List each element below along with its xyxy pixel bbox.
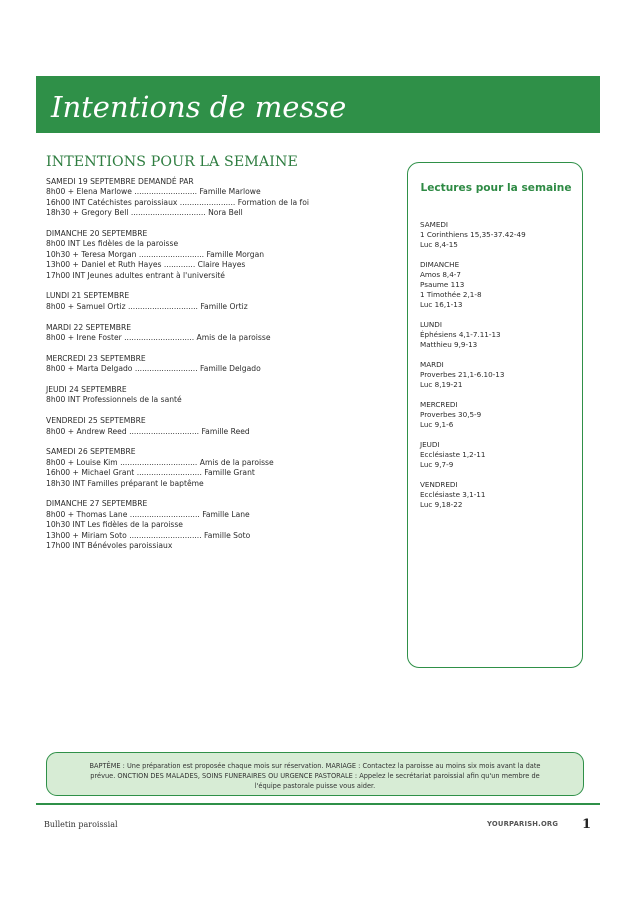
day-heading: SAMEDI 19 SEPTEMBRE DEMANDÉ PAR	[46, 177, 194, 186]
reading-day	[420, 360, 526, 390]
day-heading: DIMANCHE	[420, 260, 460, 269]
entry-line: Matthieu 9,9-13	[420, 340, 478, 349]
entry-line: Amos 8,4-7	[420, 270, 461, 279]
readings-panel	[407, 162, 583, 668]
day-heading: MARDI	[420, 360, 444, 369]
intention-day	[46, 177, 396, 219]
day-heading: LUNDI 21 SEPTEMBRE	[46, 291, 130, 301]
day-heading: VENDREDI 25 SEPTEMBRE	[46, 416, 146, 426]
day-heading: DIMANCHE 20 SEPTEMBRE	[46, 229, 148, 239]
entry-line: 10h30 INT Les fidèles de la paroisse	[46, 520, 183, 530]
intention-day	[46, 323, 396, 344]
page-number: 1	[582, 817, 592, 832]
readings-title: Lectures pour la semaine	[420, 182, 572, 194]
entry-line: Luc 9,7-9	[420, 460, 454, 469]
entry-line: Psaume 113	[420, 280, 465, 289]
day-heading: LUNDI	[420, 320, 442, 329]
entry-line: Luc 9,1-6	[420, 420, 454, 429]
footer-url: YOURPARISH.ORG	[487, 820, 559, 828]
entry-line: 8h00 + Marta Delgado .......................... Famille Delgado	[46, 364, 261, 374]
entry-line: 16h00 + Michael Grant ........................... Famille Grant	[46, 468, 255, 478]
entry-line: Proverbes 21,1-6.10-13	[420, 370, 505, 379]
day-heading: JEUDI 24 SEPTEMBRE	[46, 385, 127, 395]
reading-day	[420, 440, 526, 470]
day-heading: MERCREDI	[420, 400, 458, 409]
entry-line: Luc 16,1-13	[420, 300, 463, 309]
entry-line: 8h00 INT Les fidèles de la paroisse	[46, 239, 179, 249]
entry-line: 8h00 + Louise Kim ................................ Amis de la paroisse	[46, 457, 274, 467]
day-heading: SAMEDI 26 SEPTEMBRE	[46, 447, 136, 457]
day-heading: MARDI 22 SEPTEMBRE	[46, 322, 132, 332]
entry-line: Éphésiens 4,1-7.11-13	[420, 330, 501, 339]
entry-line: 16h00 INT Catéchistes paroissiaux ....................... Formation de la foi	[46, 197, 309, 207]
entry-line: 8h00 + Thomas Lane ............................. Famille Lane	[46, 509, 250, 519]
entry-line: 1 Corinthiens 15,35-37.42-49	[420, 230, 526, 239]
entry-line: 18h30 + Gregory Bell ............................... Nora Bell	[46, 208, 243, 218]
title-banner	[36, 76, 600, 133]
sacraments-notice	[46, 752, 584, 796]
entry-line: Proverbes 30,5-9	[420, 410, 482, 419]
entry-line: Ecclésiaste 1,2-11	[420, 450, 486, 459]
entry-line: 18h30 INT Familles préparant le baptême	[46, 478, 204, 488]
entry-line: 17h00 INT Jeunes adultes entrant à l'université	[46, 270, 225, 280]
day-heading: SAMEDI	[420, 220, 449, 229]
footer-label: Bulletin paroissial	[44, 820, 118, 829]
notice-text: BAPTÊME : Une préparation est proposée chaque mois sur réservation. MARIAGE : Contactez la paroisse au moins six mois avant la date prévue. ONCTION DES MALADES, SOINS FUNERAIRES OU URGENCE PASTORALE : Appelez le secrétariat paroissial afin qu'un membre de l'équipe pastorale puisse vous aider.	[89, 762, 541, 790]
entry-line: 13h00 + Miriam Soto .............................. Famille Soto	[46, 530, 251, 540]
entry-line: 8h00 + Andrew Reed ............................. Famille Reed	[46, 426, 250, 436]
entry-line: Luc 8,19-21	[420, 380, 463, 389]
intention-day	[46, 499, 396, 551]
intention-day	[46, 291, 396, 312]
reading-day	[420, 220, 526, 250]
footer-divider	[36, 803, 600, 805]
day-heading: JEUDI	[420, 440, 440, 449]
intentions-heading: INTENTIONS POUR LA SEMAINE	[46, 154, 298, 170]
intention-day	[46, 229, 396, 281]
entry-line: 1 Timothée 2,1-8	[420, 290, 482, 299]
intention-day	[46, 385, 396, 406]
reading-day	[420, 260, 526, 310]
reading-day	[420, 480, 526, 510]
intention-day	[46, 354, 396, 375]
reading-day	[420, 320, 526, 350]
intentions-list	[46, 177, 396, 562]
page-title: Intentions de messe	[51, 90, 347, 124]
entry-line: Ecclésiaste 3,1-11	[420, 490, 486, 499]
entry-line: 10h30 + Teresa Morgan ........................... Famille Morgan	[46, 249, 265, 259]
intention-day	[46, 416, 396, 437]
intention-day	[46, 447, 396, 489]
readings-list	[420, 220, 526, 520]
entry-line: 8h00 INT Professionnels de la santé	[46, 395, 182, 405]
entry-line: Luc 8,4-15	[420, 240, 458, 249]
day-heading: MERCREDI 23 SEPTEMBRE	[46, 353, 146, 363]
entry-line: 13h00 + Daniel et Ruth Hayes ............. Claire Hayes	[46, 260, 246, 270]
entry-line: 8h00 + Samuel Ortiz ............................. Famille Ortiz	[46, 301, 248, 311]
day-heading: VENDREDI	[420, 480, 458, 489]
entry-line: 17h00 INT Bénévoles paroissiaux	[46, 541, 173, 551]
reading-day	[420, 400, 526, 430]
entry-line: 8h00 + Elena Marlowe .......................... Famille Marlowe	[46, 187, 261, 197]
day-heading: DIMANCHE 27 SEPTEMBRE	[46, 499, 148, 509]
entry-line: Luc 9,18-22	[420, 500, 463, 509]
entry-line: 8h00 + Irene Foster ............................. Amis de la paroisse	[46, 333, 271, 343]
